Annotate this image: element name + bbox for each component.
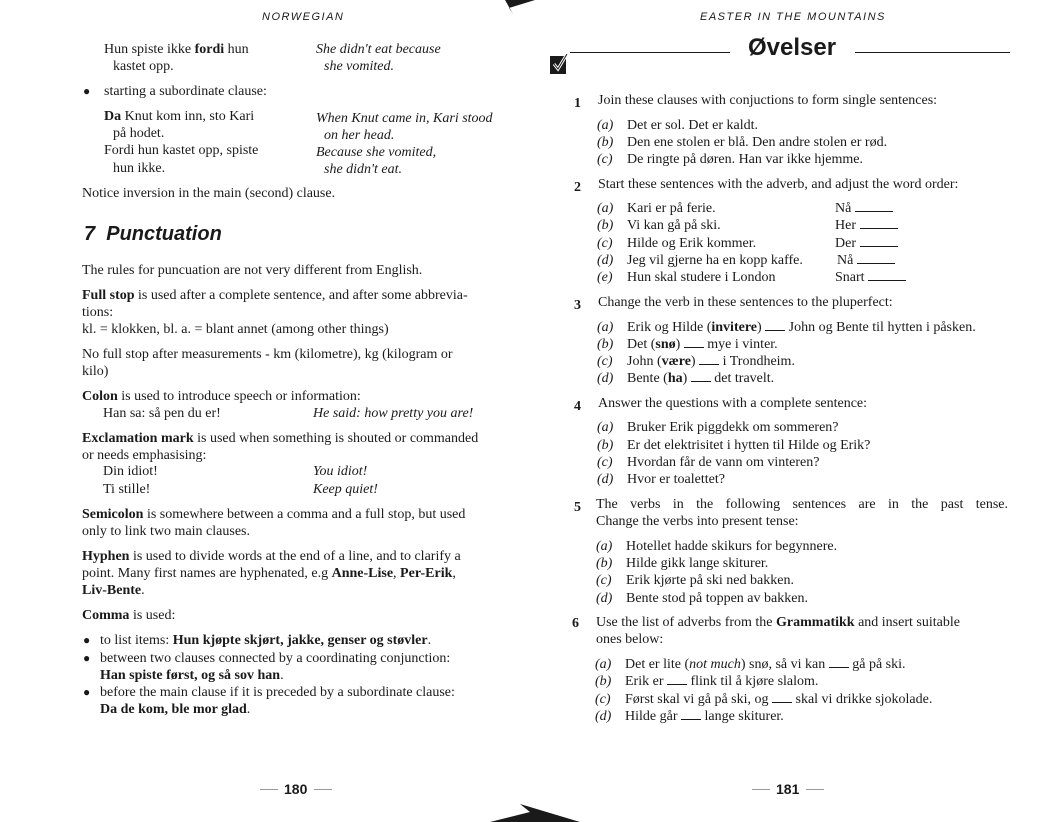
item-label: (a) <box>597 118 614 133</box>
example-no-line: Din idiot! <box>103 464 158 479</box>
answer-blank[interactable] <box>868 269 906 281</box>
item-text: ) <box>690 354 696 369</box>
exercise-item <box>597 336 778 353</box>
text-bold: Anne-Lise <box>331 566 394 581</box>
item-text: skal vi drikke sjokolade. <box>792 692 933 707</box>
item-label: (c) <box>597 455 613 470</box>
intro-text: The rules for puncuation are not very different from English. <box>82 263 423 278</box>
question-text: Answer the questions with a complete sentence: <box>598 396 868 411</box>
text: , <box>393 566 401 581</box>
text: . <box>141 583 145 598</box>
question-text: Change the verb in these sentences to the pluperfect: <box>598 295 893 310</box>
exercise-item <box>597 437 870 454</box>
verb: snø <box>655 337 676 352</box>
item-text: Hvordan får de vann om vinteren? <box>627 455 820 470</box>
text-bold: Grammatikk <box>776 615 855 630</box>
example-no-line <box>104 41 249 58</box>
item-label: (a) <box>595 657 612 672</box>
exercise-item <box>597 353 795 370</box>
example-en-line: she didn't eat. <box>324 162 403 177</box>
adverb-blank <box>835 269 906 286</box>
heading-rule-left <box>570 52 730 53</box>
example-no-line: Ti stille! <box>103 482 151 497</box>
text-bold: Liv-Bente <box>82 583 142 598</box>
text: point. Many first names are hyphenated, e.g <box>82 566 332 581</box>
example-en-line: She didn't eat because <box>316 42 441 57</box>
answer-blank[interactable] <box>681 708 701 720</box>
text: , <box>452 566 456 581</box>
item-label: (c) <box>597 236 613 251</box>
question-text: Join these clauses with conjuctions to form single sentences: <box>598 93 938 108</box>
verb: ha <box>667 371 683 386</box>
item-text: Bruker Erik piggdekk om sommeren? <box>627 420 839 435</box>
exercise-item <box>595 656 906 673</box>
text: . <box>246 702 251 717</box>
pagenum-rule <box>752 789 770 790</box>
exercise-item <box>596 555 768 572</box>
adverb: Nå <box>837 253 854 268</box>
answer-blank[interactable] <box>829 656 849 668</box>
item-text: Erik og Hilde ( <box>627 320 712 335</box>
exercise-item <box>596 590 808 607</box>
binding-mark-top <box>505 0 565 14</box>
item-text: Det ( <box>627 337 656 352</box>
item-text: mye i vinter. <box>703 337 778 352</box>
hyphen-para-line <box>82 565 456 582</box>
text: and insert suitable <box>854 615 960 630</box>
semicolon-para <box>82 506 465 523</box>
question-text: Start these sentences with the adverb, and adjust the word order: <box>598 177 959 192</box>
item-label: (a) <box>597 201 614 216</box>
item-label: (b) <box>595 674 612 689</box>
question-text <box>596 614 960 631</box>
exercise-item <box>597 319 976 336</box>
example-no-line: på hodet. <box>113 126 165 141</box>
exercise-item <box>595 691 932 708</box>
question-number: 4 <box>574 399 581 414</box>
question-number: 6 <box>572 616 579 631</box>
bullet-text: starting a subordinate clause: <box>104 84 267 99</box>
comma-para <box>82 607 175 624</box>
section-heading <box>84 223 222 245</box>
item-text: Vi kan gå på ski. <box>627 218 721 233</box>
term: Comma <box>82 608 130 623</box>
exercise-item <box>597 200 716 217</box>
binding-mark-bottom <box>480 800 590 822</box>
item-text: ) <box>757 320 762 335</box>
bullet-icon: ● <box>83 84 91 98</box>
item-label: (d) <box>595 709 612 724</box>
text-bold: Da <box>104 109 122 124</box>
item-label: (c) <box>596 573 612 588</box>
section-number: 7 <box>84 223 96 245</box>
text: Use the list of adverbs from the <box>596 615 777 630</box>
exercise-item <box>597 151 863 168</box>
example-en-line: Because she vomited, <box>316 145 437 160</box>
exercises-heading: Øvelser <box>748 34 837 61</box>
item-text: Hilde gikk lange skiturer. <box>626 556 769 571</box>
example-no-line: hun ikke. <box>113 161 166 176</box>
question-number: 1 <box>574 96 581 111</box>
item-label: (d) <box>597 371 614 386</box>
item-text: Hilde og Erik kommer. <box>627 236 757 251</box>
page-number-right: 181 <box>776 781 800 797</box>
exercise-item <box>597 235 756 252</box>
item-label: (d) <box>597 253 614 268</box>
item-label: (b) <box>597 135 614 150</box>
text-bold: Hun kjøpte skjørt, jakke, genser og støvler <box>172 633 428 648</box>
item-text: De ringte på døren. Han var ikke hjemme. <box>627 152 863 167</box>
verb: invitere <box>711 320 757 335</box>
measure-para-line: kilo) <box>82 364 109 379</box>
item-label: (b) <box>596 556 613 571</box>
question-number: 2 <box>574 180 581 195</box>
item-text: Hilde går <box>625 709 678 724</box>
answer-blank[interactable] <box>857 252 895 264</box>
answer-blank[interactable] <box>691 370 711 382</box>
fullstop-para-line: kl. = klokken, bl. a. = blant annet (among other things) <box>82 322 389 337</box>
verb: være <box>661 354 691 369</box>
example-en-line: You idiot! <box>313 464 368 479</box>
term: Hyphen <box>82 549 130 564</box>
adverb-blank <box>837 252 895 269</box>
item-label: (b) <box>597 218 614 233</box>
answer-blank[interactable] <box>765 319 785 331</box>
text: . <box>427 633 432 648</box>
adverb: Snart <box>835 270 865 285</box>
bullet-text: between two clauses connected by a coordinating conjunction: <box>100 651 451 666</box>
item-label: (a) <box>597 420 614 435</box>
bullet-icon: ● <box>83 685 91 699</box>
bullet-text <box>100 632 431 649</box>
section-title: Punctuation <box>106 223 222 245</box>
item-label: (b) <box>597 337 614 352</box>
question-text-line: Change the verbs into present tense: <box>596 514 799 529</box>
item-label: (b) <box>597 438 614 453</box>
term: Full stop <box>82 288 135 303</box>
text: hun <box>224 42 249 57</box>
item-text: ) snø, så vi kan <box>740 657 826 672</box>
exercise-item <box>595 708 784 725</box>
heading-rule-right <box>855 52 1010 53</box>
item-text: Den ene stolen er blå. Den andre stolen er rød. <box>627 135 888 150</box>
text: is somewhere between a comma and a full stop, but used <box>143 507 466 522</box>
term: Colon <box>82 389 118 404</box>
item-text: Bente stod på toppen av bakken. <box>626 591 808 606</box>
exercise-item <box>595 673 818 690</box>
answer-blank[interactable] <box>699 353 719 365</box>
text: is used to divide words at the end of a line, and to clarify a <box>129 549 461 564</box>
question-text-line: ones below: <box>596 632 664 647</box>
adverb: Nå <box>835 201 852 216</box>
bullet-text: before the main clause if it is preceded by a subordinate clause: <box>100 685 455 700</box>
item-text: John ( <box>627 354 662 369</box>
exercise-item <box>597 134 887 151</box>
text: Knut kom inn, sto Kari <box>121 109 255 124</box>
exercise-item <box>597 454 819 471</box>
fullstop-para <box>82 287 468 304</box>
item-text: lange skiturer. <box>700 709 784 724</box>
item-text: gå på ski. <box>848 657 906 672</box>
question-number: 3 <box>574 298 581 313</box>
bullet-icon: ● <box>83 633 91 647</box>
item-text: Hun skal studere i London <box>627 270 776 285</box>
text-bold: Per-Erik <box>400 566 453 581</box>
checkbox-icon <box>549 52 569 76</box>
exercise-item <box>596 572 794 589</box>
item-text: ) <box>682 371 688 386</box>
answer-blank[interactable] <box>855 200 893 212</box>
question-text: The verbs in the following sentences are in the past tense. <box>596 497 1008 512</box>
term: Semicolon <box>82 507 144 522</box>
example-no-line: Han sa: så pen du er! <box>103 406 221 421</box>
pagenum-rule <box>806 789 824 790</box>
item-text: Det er sol. Det er kaldt. <box>627 118 759 133</box>
item-label: (c) <box>597 152 613 167</box>
answer-blank[interactable] <box>667 673 687 685</box>
item-text: Det er lite ( <box>625 657 690 672</box>
adverb-blank <box>835 217 898 234</box>
text: is used when something is shouted or commanded <box>193 431 479 446</box>
item-text-italic: not much <box>689 657 741 672</box>
exercise-item <box>597 471 725 488</box>
answer-blank[interactable] <box>772 691 792 703</box>
adverb-blank <box>835 235 898 252</box>
adverb-blank <box>835 200 893 217</box>
hyphen-para-line <box>82 582 145 599</box>
item-text: ) <box>675 337 681 352</box>
exercise-item <box>597 269 776 286</box>
exercise-item <box>597 217 721 234</box>
answer-blank[interactable] <box>860 235 898 247</box>
answer-blank[interactable] <box>684 336 704 348</box>
term: Exclamation mark <box>82 431 194 446</box>
item-label: (d) <box>596 591 613 606</box>
adverb: Der <box>835 236 856 251</box>
item-label: (c) <box>597 354 613 369</box>
text: Hun spiste ikke <box>104 42 195 57</box>
example-en-line: He said: how pretty you are! <box>313 406 474 421</box>
item-label: (d) <box>597 472 614 487</box>
pagenum-rule <box>260 789 278 790</box>
adverb: Her <box>835 218 856 233</box>
bullet-text-bold <box>100 701 250 718</box>
item-text: Hotellet hadde skikurs for begynnere. <box>626 539 838 554</box>
item-text: Jeg vil gjerne ha en kopp kaffe. <box>627 253 803 268</box>
example-en-line: Keep quiet! <box>313 482 378 497</box>
example-no-line: Fordi hun kastet opp, spiste <box>104 143 259 158</box>
bullet-text-bold <box>100 667 284 684</box>
exercise-item <box>597 419 839 436</box>
fullstop-para-line: tions: <box>82 305 114 320</box>
running-head-left: NORWEGIAN <box>262 11 345 23</box>
item-text: Er det elektrisitet i hytten til Hilde og Erik? <box>627 438 871 453</box>
item-label: (e) <box>597 270 613 285</box>
text: is used to introduce speech or information: <box>117 389 361 404</box>
item-text: Kari er på ferie. <box>627 201 716 216</box>
exclaim-para-line: or needs emphasising: <box>82 448 207 463</box>
text: . <box>280 668 284 683</box>
example-en-line: When Knut came in, Kari stood <box>316 111 493 126</box>
answer-blank[interactable] <box>860 217 898 229</box>
item-text: Bente ( <box>627 371 668 386</box>
item-text: i Trondheim. <box>719 354 795 369</box>
page-number-left: 180 <box>284 781 308 797</box>
question-number: 5 <box>574 500 581 515</box>
exclaim-para <box>82 430 478 447</box>
example-no-line <box>104 108 254 125</box>
example-en-line: she vomited. <box>324 59 394 74</box>
bullet-icon: ● <box>83 651 91 665</box>
item-label: (a) <box>597 320 614 335</box>
exercise-item <box>597 117 758 134</box>
item-label: (c) <box>595 692 611 707</box>
example-no-line: kastet opp. <box>113 59 174 74</box>
item-text: det travelt. <box>710 371 775 386</box>
item-text: Erik kjørte på ski ned bakken. <box>626 573 794 588</box>
item-text: flink til å kjøre slalom. <box>686 674 819 689</box>
text: to list items: <box>100 633 173 648</box>
hyphen-para <box>82 548 461 565</box>
measure-para: No full stop after measurements - km (kilometre), kg (kilogram or <box>82 347 453 362</box>
item-label: (a) <box>596 539 613 554</box>
example-en-line: on her head. <box>324 128 395 143</box>
item-text: Først skal vi gå på ski, og <box>625 692 769 707</box>
notice-text: Notice inversion in the main (second) clause. <box>82 186 336 201</box>
exercise-item <box>596 538 837 555</box>
text: is used: <box>129 608 176 623</box>
text-bold: Da de kom, ble mor glad <box>100 702 247 717</box>
running-head-right: EASTER IN THE MOUNTAINS <box>700 11 886 23</box>
semicolon-para-line: only to link two main clauses. <box>82 524 250 539</box>
item-text: Erik er <box>625 674 664 689</box>
colon-para <box>82 388 361 405</box>
pagenum-rule <box>314 789 332 790</box>
text-bold: Han spiste først, og så sov han <box>100 668 281 683</box>
exercise-item <box>597 370 774 387</box>
exercise-item <box>597 252 803 269</box>
item-text: John og Bente til hytten i påsken. <box>785 320 976 335</box>
text: is used after a complete sentence, and after some abbrevia- <box>134 288 468 303</box>
text-bold: fordi <box>194 42 225 57</box>
item-text: Hvor er toalettet? <box>627 472 725 487</box>
